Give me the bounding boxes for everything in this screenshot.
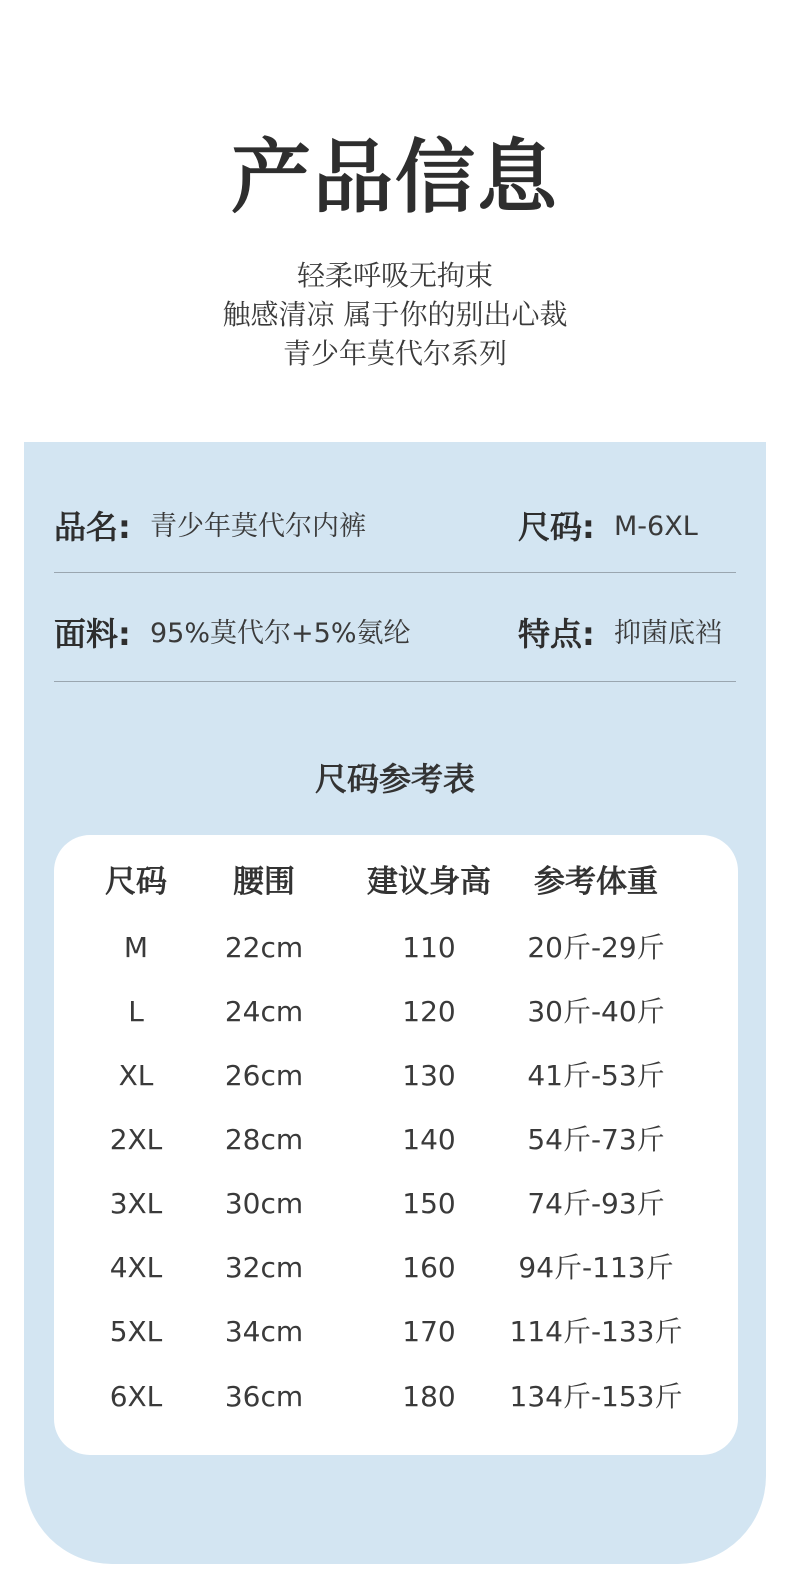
cell-height: 120: [402, 995, 456, 1028]
cell-height: 110: [402, 931, 456, 964]
divider: [54, 572, 736, 573]
cell-weight: 41斤-53斤: [527, 1059, 665, 1092]
table-row: [54, 1372, 738, 1422]
cell-weight: 94斤-113斤: [518, 1251, 674, 1284]
cell-size: M: [123, 931, 149, 964]
cell-weight: 74斤-93斤: [527, 1187, 665, 1220]
cell-height: 170: [402, 1315, 456, 1348]
divider: [54, 681, 736, 682]
cell-size: 3XL: [109, 1187, 163, 1220]
header-waist: 腰围: [233, 864, 295, 900]
size-chart-card: [54, 835, 738, 1455]
page-title: 产品信息: [231, 131, 559, 224]
cell-size: 2XL: [109, 1123, 163, 1156]
cell-waist: 22cm: [224, 931, 304, 964]
subtitle-block: [0, 256, 790, 373]
cell-weight: 20斤-29斤: [527, 931, 665, 964]
subtitle-line-1: 轻柔呼吸无拘束: [296, 259, 493, 292]
feature-label: 特点:: [518, 615, 595, 653]
cell-waist: 34cm: [224, 1315, 304, 1348]
fabric-label: 面料:: [54, 615, 131, 653]
header-weight: 参考体重: [534, 864, 658, 900]
cell-height: 160: [402, 1251, 456, 1284]
subtitle-line-3: 青少年莫代尔系列: [282, 337, 507, 370]
cell-size: L: [128, 995, 144, 1028]
info-row-fabric-feature: [54, 604, 736, 664]
product-name-label: 品名:: [54, 508, 131, 546]
cell-height: 180: [402, 1380, 456, 1413]
table-row: [54, 987, 738, 1037]
header-size: 尺码: [105, 864, 167, 900]
size-label: 尺码:: [518, 508, 595, 546]
product-name-value: 青少年莫代尔内裤: [150, 511, 366, 542]
table-row: [54, 1115, 738, 1165]
info-row-name-size: [54, 497, 736, 557]
cell-height: 140: [402, 1123, 456, 1156]
info-panel: [24, 442, 766, 1564]
cell-waist: 30cm: [224, 1187, 304, 1220]
cell-waist: 36cm: [224, 1380, 304, 1413]
cell-waist: 32cm: [224, 1251, 304, 1284]
cell-size: 5XL: [109, 1315, 163, 1348]
cell-waist: 26cm: [224, 1059, 304, 1092]
cell-weight: 114斤-133斤: [509, 1315, 683, 1348]
cell-size: 4XL: [109, 1251, 163, 1284]
table-row: [54, 923, 738, 973]
cell-waist: 28cm: [224, 1123, 304, 1156]
subtitle-line-2: 触感清凉 属于你的别出心裁: [222, 298, 568, 331]
table-row: [54, 1307, 738, 1357]
size-chart-title: 尺码参考表: [314, 760, 475, 798]
cell-weight: 54斤-73斤: [527, 1123, 665, 1156]
cell-waist: 24cm: [224, 995, 304, 1028]
table-row: [54, 1243, 738, 1293]
feature-value: 抑菌底裆: [614, 618, 722, 649]
fabric-value: 95%莫代尔+5%氨纶: [150, 618, 411, 649]
cell-size: 6XL: [109, 1380, 163, 1413]
cell-size: XL: [118, 1059, 154, 1092]
cell-height: 130: [402, 1059, 456, 1092]
cell-height: 150: [402, 1187, 456, 1220]
table-header-row: [54, 857, 738, 907]
table-row: [54, 1179, 738, 1229]
header-height: 建议身高: [367, 864, 491, 900]
cell-weight: 30斤-40斤: [527, 995, 665, 1028]
table-row: [54, 1051, 738, 1101]
size-value: M-6XL: [614, 511, 698, 542]
cell-weight: 134斤-153斤: [509, 1380, 683, 1413]
